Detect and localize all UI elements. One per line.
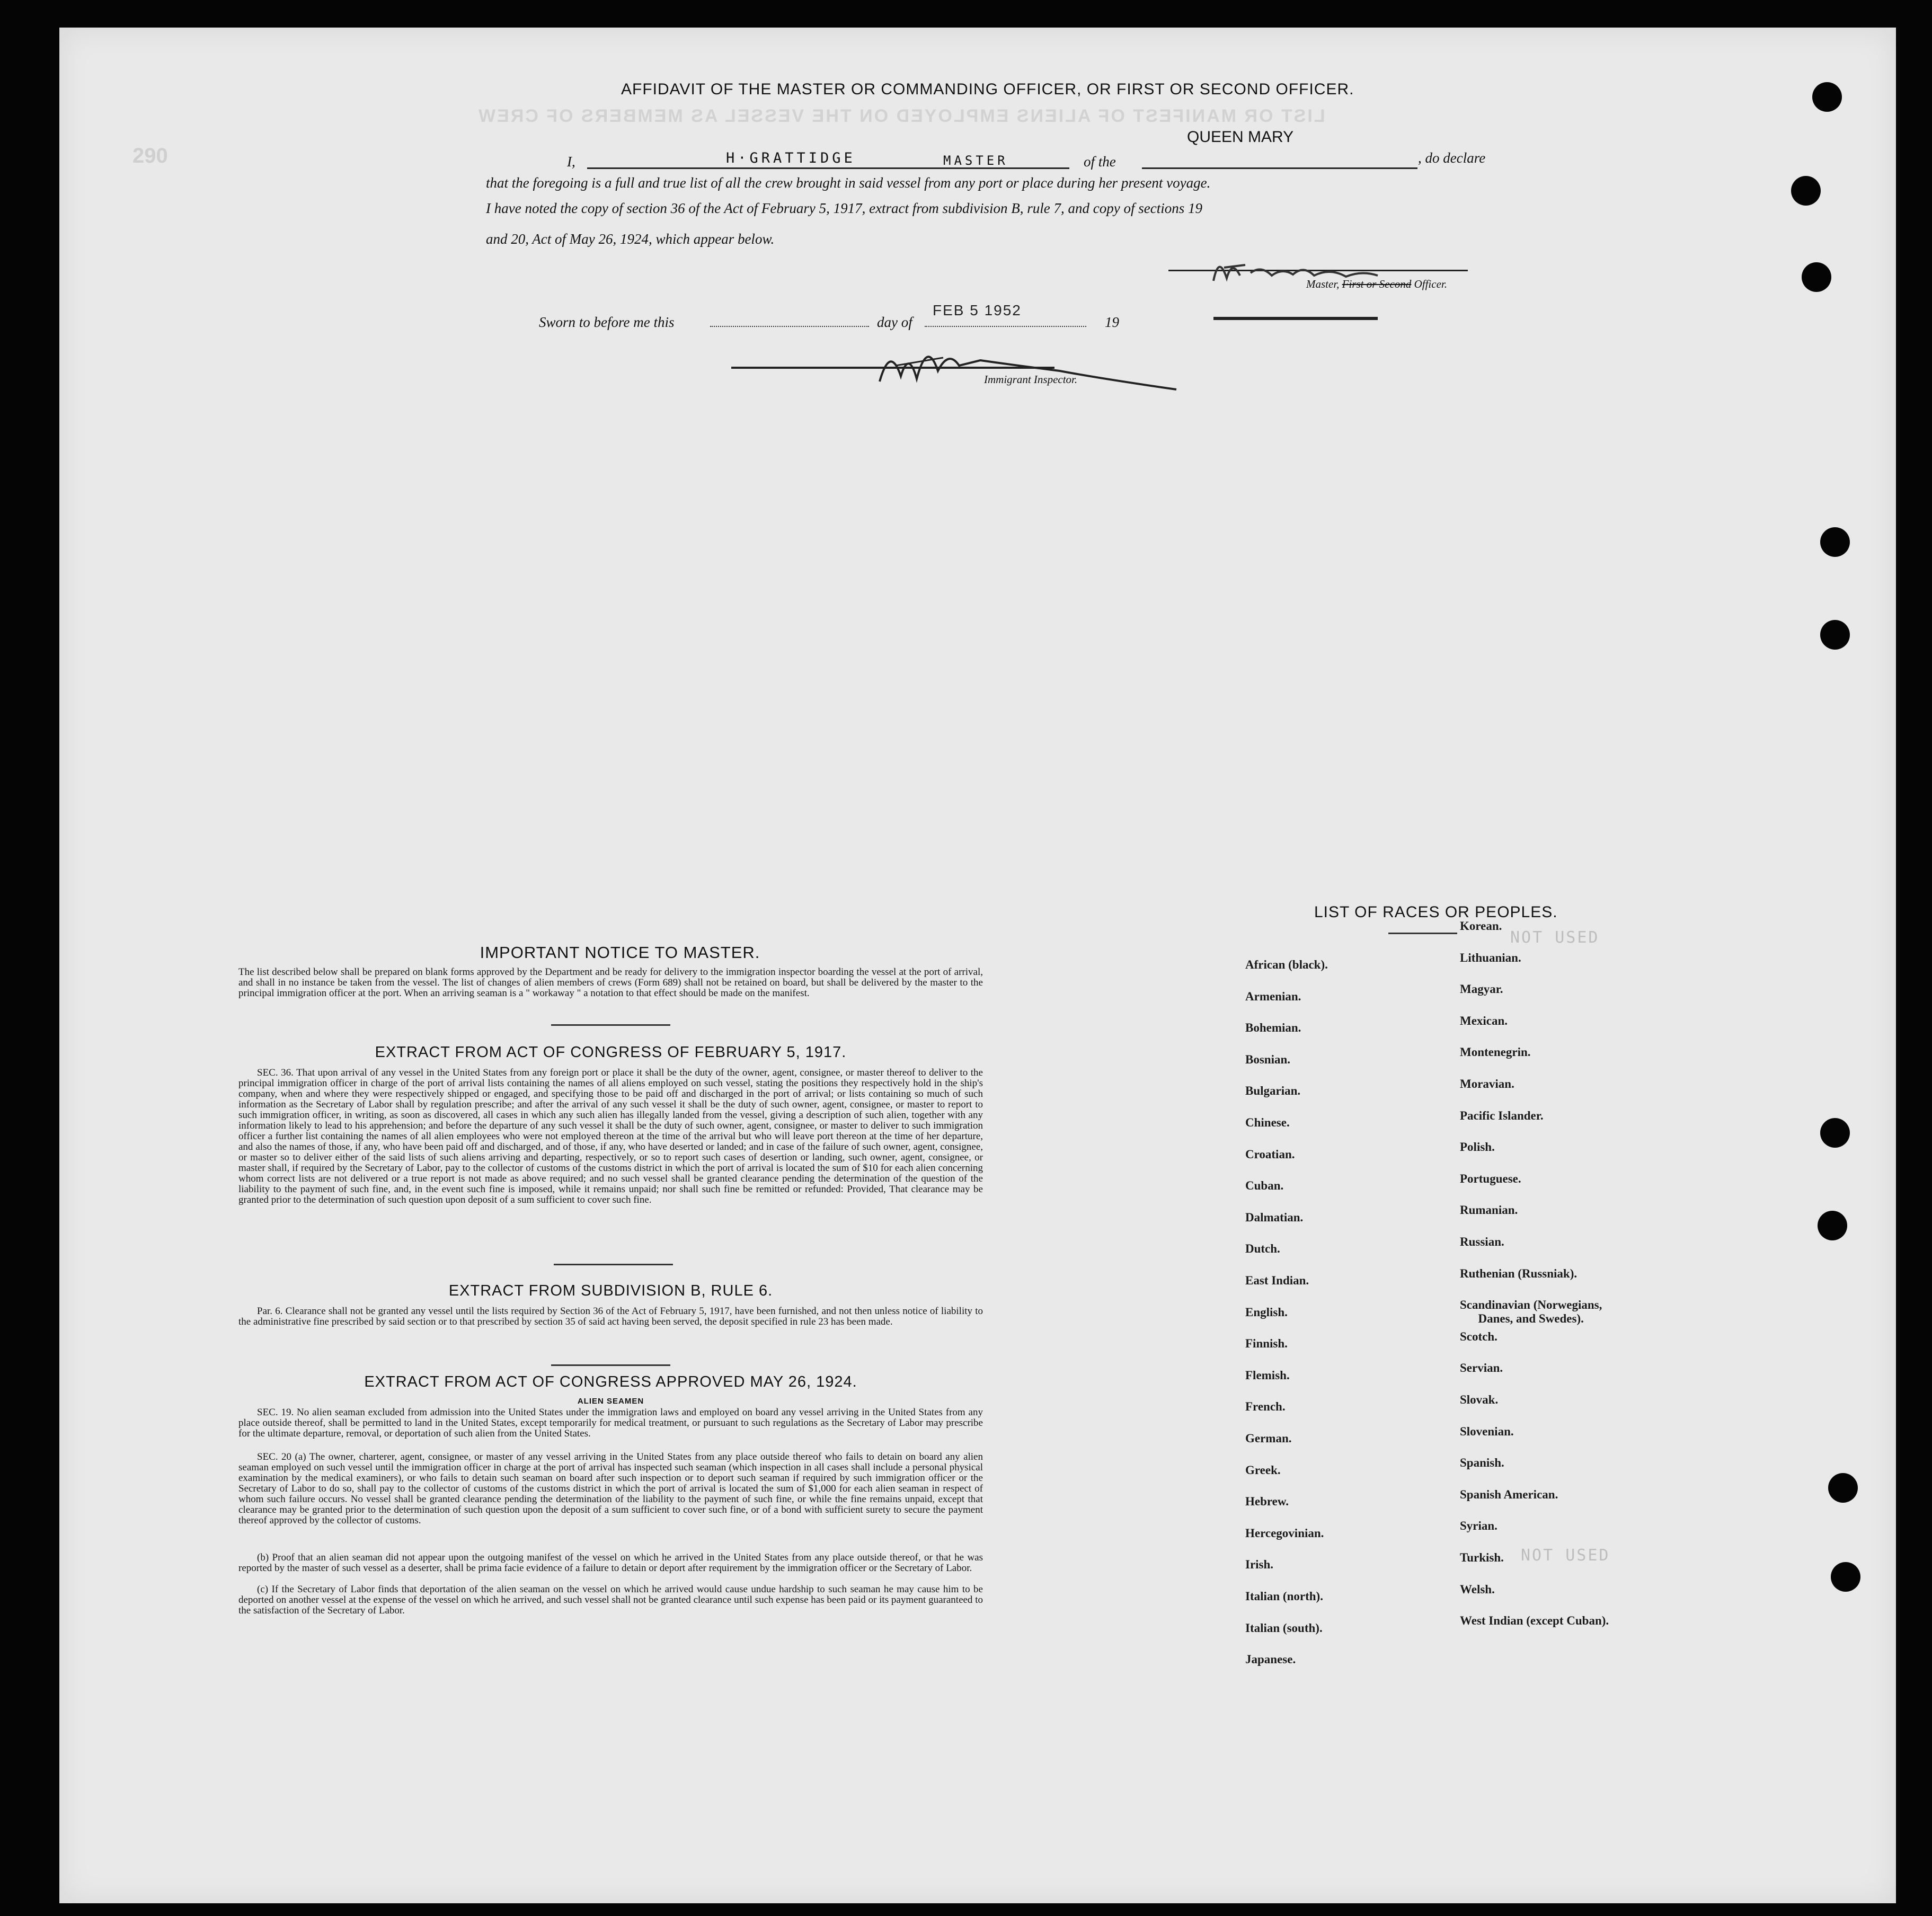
race-item: Spanish American. [1460,1487,1558,1501]
race-item: Greek. [1245,1463,1281,1477]
binder-hole [1820,527,1850,557]
race-item: Bohemian. [1245,1021,1301,1035]
race-item: West Indian (except Cuban). [1460,1614,1609,1628]
race-item: Welsh. [1460,1582,1495,1596]
day-of-label: day of [877,314,912,330]
race-item: Scotch. [1460,1329,1497,1343]
race-item: Flemish. [1245,1368,1290,1382]
binder-hole [1818,1211,1847,1240]
sec20c-text: (c) If the Secretary of Labor finds that deportation of the alien seaman on the vessel on which he arrived would cause undue hardship to such seaman he may cause him to be deported on another vessel at the expense of the vessel on which he arrived, and such vessel shall not be granted clearance until such expense has been paid or its payment guaranteed to the satisfaction of the Secretary of Labor. [238,1584,983,1616]
race-item: Bosnian. [1245,1052,1291,1066]
binder-hole [1820,1118,1850,1148]
divider [551,1024,670,1026]
races-title: LIST OF RACES OR PEOPLES. [1314,903,1558,921]
vessel-name: QUEEN MARY [1187,128,1294,146]
race-item: Lithuanian. [1460,951,1521,964]
sec20b-text: (b) Proof that an alien seaman did not appear upon the outgoing manifest of the vessel on which he arrived in the United States from any place outside thereof, or that he was reported by the master of such vessel as a deserter, shall be prima facie evidence of a failure to detain or deport after requirement by the immigration officer or the Secretary of Labor. [238,1552,983,1574]
affidavit-i-label: I, [567,154,575,170]
race-item: Mexican. [1460,1014,1508,1027]
extract-rule6-text: Par. 6. Clearance shall not be granted any vessel until the lists required by Section 36 of the Act of February 5, 1917, have been furnished, and not then unless notice of liability to the administrative fine prescribed by said section or to that prescribed by section 35 of said act having been served, the deposit specified in rule 23 has been made. [238,1306,983,1327]
divider [1388,933,1457,934]
inspector-caption: Immigrant Inspector. [984,373,1078,386]
date-stamp: FEB 5 1952 [933,302,1022,318]
struck-line [1213,317,1378,320]
race-item: Magyar. [1460,982,1503,996]
race-item: Montenegrin. [1460,1045,1531,1059]
race-item: Slovenian. [1460,1424,1514,1438]
affidavit-line-2: that the foregoing is a full and true list of all the crew brought in said vessel from any port or place during her present voyage. [486,175,1211,191]
day-of-line [925,326,1086,327]
divider [551,1364,670,1366]
race-item: Hebrew. [1245,1495,1289,1509]
caption-first-second: First or Second [1342,278,1412,290]
do-declare: , do declare [1418,150,1486,166]
binder-hole [1828,1473,1858,1503]
race-item: Croatian. [1245,1147,1295,1161]
race-item: Hercegovinian. [1245,1526,1324,1540]
race-item: Spanish. [1460,1456,1504,1470]
race-item: Slovak. [1460,1393,1499,1406]
binder-hole [1791,176,1821,206]
race-item: Japanese. [1245,1653,1296,1666]
divider [554,1264,673,1265]
race-item: Turkish. [1460,1551,1504,1564]
caption-officer: Officer. [1414,278,1447,290]
race-item: Chinese. [1245,1116,1290,1129]
binder-hole [1831,1562,1860,1592]
notice-text: The list described below shall be prepared on blank forms approved by the Department and be ready for delivery to the immigration inspector boarding the vessel at the port of arrival, and shall in no instance be taken from the vessel. The list of changes of alien members of crews (Form 689) shall not be retained on board, but shall be delivered by the master to the principal immigration officer at the port. When an arriving seaman is a " workaway " a notation to that effect should be made on the manifest. [238,966,983,999]
master-title: MASTER [943,153,1008,168]
notice-title: IMPORTANT NOTICE TO MASTER. [480,943,760,962]
race-item: Polish. [1460,1140,1495,1154]
race-item: Portuguese. [1460,1172,1521,1185]
of-the-label: of the [1084,154,1116,170]
extract-rule6-title: EXTRACT FROM SUBDIVISION B, RULE 6. [448,1282,773,1299]
alien-seamen-subtitle: ALIEN SEAMEN [577,1397,644,1406]
extract-1917-title: EXTRACT FROM ACT OF CONGRESS OF FEBRUARY 5, 1917. [375,1044,847,1061]
race-item: Pacific Islander. [1460,1108,1544,1122]
extract-1924-title: EXTRACT FROM ACT OF CONGRESS APPROVED MAY 26, 1924. [364,1373,857,1390]
sec20a-text: SEC. 20 (a) The owner, charterer, agent, consignee, or master of any vessel arriving in the United States from any place outside thereof who fails to detain on board any alien seaman employed on such vessel until the immigration officer in charge at the port of arrival has inspected such seaman (which inspection in all cases shall include a personal physical examination by the medical examiners), or who fails to detain such seaman on board after such inspection or to deport such seaman if required by such immigration officer or the Secretary of Labor to do so, shall pay to the collector of customs of the customs district in which the port of arrival is located the sum of $1,000 for each alien seaman in respect of whom such failure occurs. No vessel shall be granted clearance pending the determination of the liability to the payment of such fine, or while the fine remains unpaid, except that clearance may be granted prior to the determination of such question upon the deposit of a sum sufficient to cover such fine, or of a bond with sufficient surety to secure the payment thereof approved by the collector of customs. [238,1451,983,1526]
race-item: Korean. [1460,919,1502,933]
race-item: Russian. [1460,1235,1504,1248]
race-item: Dalmatian. [1245,1210,1304,1224]
race-item: German. [1245,1432,1292,1445]
race-item: Bulgarian. [1245,1084,1301,1098]
race-item: Rumanian. [1460,1203,1518,1217]
race-item: Italian (south). [1245,1621,1323,1635]
binder-hole [1812,82,1842,112]
race-item: Scandinavian (Norwegians, Danes, and Swedes). [1460,1298,1602,1326]
not-used-mark: NOT USED [1510,928,1600,947]
race-item: Dutch. [1245,1242,1280,1256]
binder-hole [1820,620,1850,650]
bleed-through-title: LIST OR MANIFEST OF ALIENS EMPLOYED ON THE VESSEL AS MEMBERS OF CREW [477,106,1325,126]
race-item: Armenian. [1245,989,1301,1003]
sworn-label: Sworn to before me this [539,314,675,330]
race-item: Cuban. [1245,1179,1284,1193]
affidavit-line-4: and 20, Act of May 26, 1924, which appear below. [486,231,775,247]
sworn-day-line [710,326,869,327]
race-item: French. [1245,1400,1286,1414]
race-item: Italian (north). [1245,1590,1323,1603]
sec19-text: SEC. 19. No alien seaman excluded from admission into the United States under the immigration laws and employed on board any vessel arriving in the United States from any place outside thereof, shall be permitted to land in the United States, except temporarily for medical treatment, or pursuant to such regulations as the Secretary of Labor may prescribe for the ultimate departure, removal, or deportation of such alien from the United States. [238,1407,983,1439]
caption-master: Master, [1306,278,1340,290]
race-item: Finnish. [1245,1337,1288,1351]
race-item: African (black). [1245,958,1328,971]
signer-caption [1306,278,1447,291]
master-name: H·GRATTIDGE [726,150,856,166]
vessel-line [1142,165,1417,169]
page-number: 290 [132,144,168,167]
affidavit-title: AFFIDAVIT OF THE MASTER OR COMMANDING OFFICER, OR FIRST OR SECOND OFFICER. [621,81,1354,98]
race-item: Irish. [1245,1558,1274,1572]
race-item: Syrian. [1460,1519,1497,1533]
extract-1917-text: SEC. 36. That upon arrival of any vessel in the United States from any foreign port or place it shall be the duty of the owner, agent, consignee, or master thereof to deliver to the principal immigration officer in charge of the port of arrival lists containing the names of all aliens employed on such vessel, stating the positions they respectively hold in the ship's company, when and where they were respectively shipped or engaged, and specifying those to be paid off and discharged in the port of arrival; or lists containing so much of such information as the Secretary of Labor shall by regulation prescribe; and after the arrival of any such vessel it shall be the duty of such owner, agent, consignee, or master to report to such immigration officer, in writing, as soon as discovered, all cases in which any such alien has illegally landed from the vessel, giving a description of such alien, together with any information likely to lead to his apprehension; and before the departure of any such vessel it shall be the duty of such owner, agent, consignee, or master to deliver to such immigration officer a further list containing the names of all alien employees who were not employed thereon at the time of the arrival but who will leave port thereon at the time of her departure, and also the names of those, if any, who have been paid off and discharged, and of those, if any, who have deserted or landed; and in case of the failure of such owner, agent, consignee, or master so to deliver either of the said lists of such aliens arriving and departing, respectively, or so to report such cases of desertion or landing, such owner, agent, consignee, or master shall, if required by the Secretary of Labor, pay to the collector of customs of the customs district in which the port of arrival is located the sum of $10 for each alien concerning whom correct lists are not delivered or a true report is not made as above required; and no such vessel shall be granted clearance pending the determination of the question of the liability to the payment of such fine, and, in the event such fine is imposed, while it remains unpaid; nor shall such fine be remitted or refunded: Provided, That clearance may be granted prior to the determination of such question upon deposit of a sum sufficient to cover such fine. [238,1067,983,1205]
race-item: Moravian. [1460,1077,1514,1090]
not-used-mark: NOT USED [1521,1546,1610,1565]
affidavit-line-3: I have noted the copy of section 36 of the Act of February 5, 1917, extract from subdivision B, rule 7, and copy of sections 19 [486,200,1202,216]
binder-hole [1802,262,1831,292]
race-item: English. [1245,1305,1288,1319]
race-item: Ruthenian (Russniak). [1460,1266,1577,1280]
race-item: Servian. [1460,1361,1503,1375]
year-prefix: 19 [1105,314,1119,330]
race-item: East Indian. [1245,1274,1309,1287]
